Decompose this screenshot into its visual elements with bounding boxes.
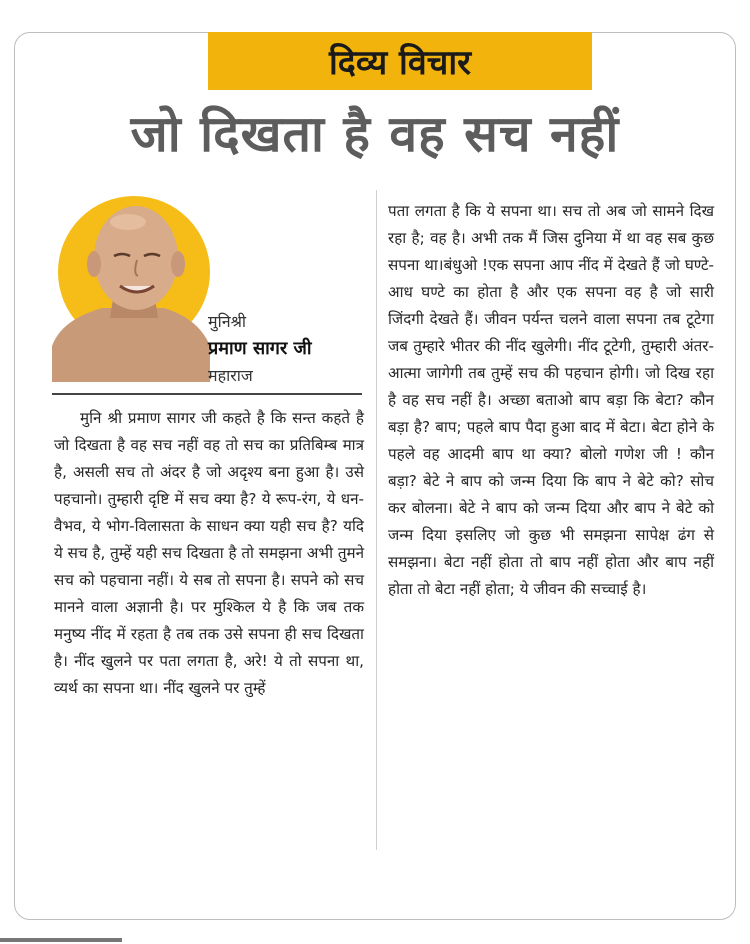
author-name: प्रमाण सागर जी <box>208 338 312 359</box>
scroll-indicator <box>0 938 122 942</box>
article-column-right: पता लगता है कि ये सपना था। सच तो अब जो सामने दिख रहा है; वह है। अभी तक मैं जिस दुनिया में था वह सब कुछ सपना था।बंधुओ !एक सपना आप नींद में देखते हैं जो घण्टे-आध घण्टे का होता है और एक सपना वह है जो सारी जिंदगी देखते हैं। जीवन पर्यन्त चलने वाला सपना तब टूटेगा जब तुम्हारे भीतर की नींद खुलेगी। नींद टूटेगी, तुम्हारी अंतर-आत्मा जागेगी तब तुम्हें सच की पहचान होगी। जो दिख रहा है वह सच नहीं है। अच्छा बताओ बाप बड़ा कि बेटा? कौन बड़ा है? बाप; पहले बाप पैदा हुआ बाद में बेटा। बेटा होने के पहले वह आदमी बाप था क्या? बोलो गणेश जी ! कौन बड़ा? बेटे ने बाप को जन्म दिया कि बाप ने बेटे को? सोच कर बोलना। बेटे ने बाप को जन्म दिया और बाप ने बेटे को जन्म दिया इसलिए जो कुछ भी समझना सापेक्ष ढंग से समझना। बेटा नहीं होता तो बाप नहीं होता और बाप नहीं होता तो बेटा नहीं होता; ये जीवन की सच्चाई है। <box>388 202 714 598</box>
author-honorific: मुनिश्री <box>208 312 247 331</box>
author-title: महाराज <box>208 366 253 385</box>
headline: जो दिखता है वह सच नहीं <box>130 105 620 163</box>
author-portrait <box>52 196 212 382</box>
monk-portrait-image <box>52 196 212 382</box>
section-title: दिव्य विचार <box>328 43 472 83</box>
author-byline <box>208 310 312 386</box>
byline-divider <box>52 393 362 395</box>
section-banner <box>208 32 592 90</box>
column-divider <box>376 190 377 850</box>
article-column-left: मुनि श्री प्रमाण सागर जी कहते है कि सन्त कहते है जो दिखता है वह सच नहीं वह तो सच का प्रतिबिम्ब मात्र है, असली सच तो अंदर है जो अदृश्य बना हुआ है। उसे पहचानो। तुम्हारी दृष्टि में सच क्या है? ये रूप-रंग, ये धन-वैभव, ये भोग-विलासता के साधन क्या यही सच है? यदि ये सच है, तुम्हें यही सच दिखता है तो समझना अभी तुमने सच को पहचाना नहीं। ये सब तो सपना है। सपने को सच मानने वाला अज्ञानी है। पर मुश्किल ये है कि जब तक मनुष्य नींद में रहता है तब तक उसे सपना ही सच दिखता है। नींद खुलने पर पता लगता है, अरे! ये तो सपना था, व्यर्थ का सपना था। नींद खुलने पर तुम्हें <box>54 409 364 697</box>
